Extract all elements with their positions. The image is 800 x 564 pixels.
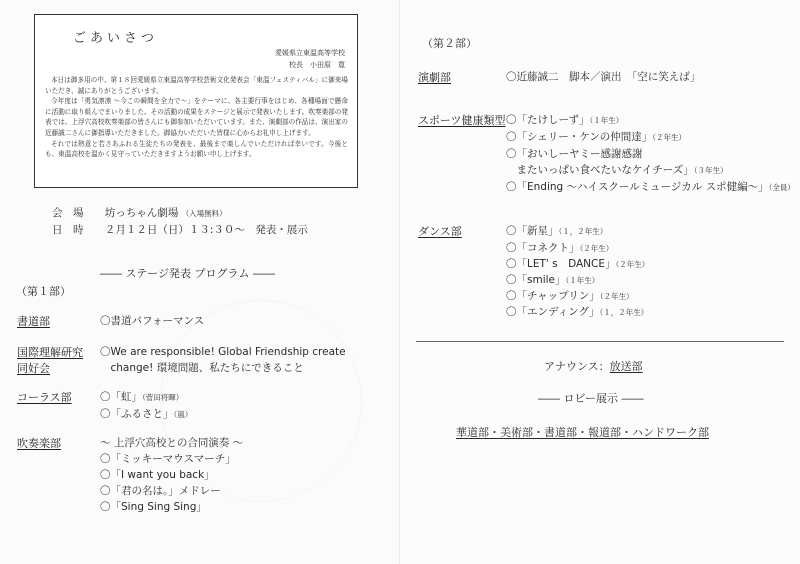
program-item: 〇「たけしーず」（１年生） bbox=[506, 114, 624, 126]
club-international: 国際理解研究 bbox=[17, 346, 83, 359]
program-item: 〇書道パフォーマンス bbox=[100, 315, 205, 327]
program-item: 〇「エンディング」（１，２年生） bbox=[506, 306, 649, 318]
program-item: change! 環境問題、私たちにできること bbox=[100, 362, 304, 374]
announcer-label: アナウンス： bbox=[544, 360, 610, 373]
club-brass-band: 吹奏楽部 bbox=[17, 437, 61, 450]
program-item: 〇「LET' s DANCE」（２年生） bbox=[506, 258, 650, 270]
greeting-paragraph: 今年度は「勇気凛凛 ～今この瞬間を全力で～」をテーマに、各主要行事をはじめ、各種場面で懸命に活動に取り組んでまいりました。その活動の成果をステージと展示で発表いたします。吹奏楽部の発表では、上浮穴高校吹奏楽部の皆さんにも御参加いただいています。また、演劇部の作品は、演出家の近藤誠二さんに御指導いただきました。御協力いただいた皆様に心からお礼申し上げます。 bbox=[45, 97, 348, 137]
program-title: ―― ステージ発表 プログラム ―― bbox=[100, 267, 275, 280]
section-divider bbox=[416, 341, 784, 342]
part2-heading: （第２部） bbox=[422, 37, 477, 50]
club-drama: 演劇部 bbox=[418, 71, 451, 84]
venue-value: 坊っちゃん劇場 bbox=[104, 207, 179, 219]
program-item: 〇「Ending ～ハイスクールミュージカル スポ健編～」（全員） bbox=[506, 181, 795, 193]
program-item: ～ 上浮穴高校との合同演奏 ～ bbox=[100, 437, 244, 449]
program-item: 〇「Sing Sing Sing」 bbox=[100, 501, 207, 513]
principal-name: 校長 小田原 寛 bbox=[289, 61, 345, 69]
part1-heading: （第１部） bbox=[16, 285, 71, 298]
greeting-body bbox=[45, 75, 348, 160]
program-item: 〇「I want you back」 bbox=[100, 469, 215, 481]
datetime-row bbox=[52, 222, 308, 237]
program-item: またいっぱい食べたいなケイチーズ」（３年生） bbox=[506, 164, 728, 176]
program-item: 〇We are responsible! Global Friendship create bbox=[100, 346, 346, 358]
club-chorus: コーラス部 bbox=[17, 391, 72, 404]
lobby-title: ―― ロビー展示 ―― bbox=[538, 392, 644, 405]
club-calligraphy: 書道部 bbox=[17, 315, 50, 328]
program-item: 〇「おいしーヤミー感謝感謝 bbox=[506, 148, 643, 160]
datetime-value: ２月１２日（日）１３:３０～ 発表・展示 bbox=[104, 224, 308, 236]
program-item: 〇「ミッキーマウスマーチ」 bbox=[100, 453, 236, 465]
lobby-clubs: 華道部・美術部・書道部・報道部・ハンドワーク部 bbox=[456, 426, 709, 439]
program-item: 〇「コネクト」（２年生） bbox=[506, 242, 614, 254]
program-item: 〇「虹」（菅田将暉） bbox=[100, 391, 184, 403]
club-sports-health: スポーツ健康類型 bbox=[418, 114, 506, 127]
announcer-club: 放送部 bbox=[609, 360, 643, 373]
program-item: 〇「smile」（１年生） bbox=[506, 274, 600, 286]
right-page bbox=[400, 0, 800, 564]
program-item: 〇「ふるさと」（嵐） bbox=[100, 408, 193, 420]
venue-label: 会 場 bbox=[52, 207, 84, 219]
venue-note: （入場無料） bbox=[181, 209, 227, 218]
club-international-line2: 同好会 bbox=[17, 362, 50, 375]
greeting-paragraph: それでは熱意と若さあふれる生徒たちの発表を、最後まで楽しんでいただければ幸いです。今後とも、東温高校を温かく見守っていただきますようお願い申し上げます。 bbox=[45, 139, 348, 159]
greeting-title: ごあいさつ bbox=[73, 31, 159, 46]
program-item: 〇「新星」（１，２年生） bbox=[506, 225, 608, 237]
greeting-box bbox=[34, 14, 358, 188]
program-item: 〇「君の名は。」メドレー bbox=[100, 485, 221, 497]
school-name: 愛媛県立東温高等学校 bbox=[275, 49, 345, 57]
datetime-label: 日 時 bbox=[52, 224, 84, 236]
program-item: 〇近藤誠二 脚本／演出 「空に笑えば」 bbox=[506, 71, 701, 83]
announcer-line bbox=[544, 358, 643, 374]
club-dance: ダンス部 bbox=[418, 225, 462, 238]
venue-row bbox=[52, 205, 227, 220]
greeting-paragraph: 本日は御多用の中、第１８回愛媛県立東温高等学校芸術文化発表会「東温フェスティバル」に御来場いただき、誠にありがとうございます。 bbox=[45, 76, 348, 95]
program-item: 〇「チャップリン」（２年生） bbox=[506, 290, 634, 302]
program-item: 〇「シェリー・ケンの仲間達」（２年生） bbox=[506, 131, 687, 143]
